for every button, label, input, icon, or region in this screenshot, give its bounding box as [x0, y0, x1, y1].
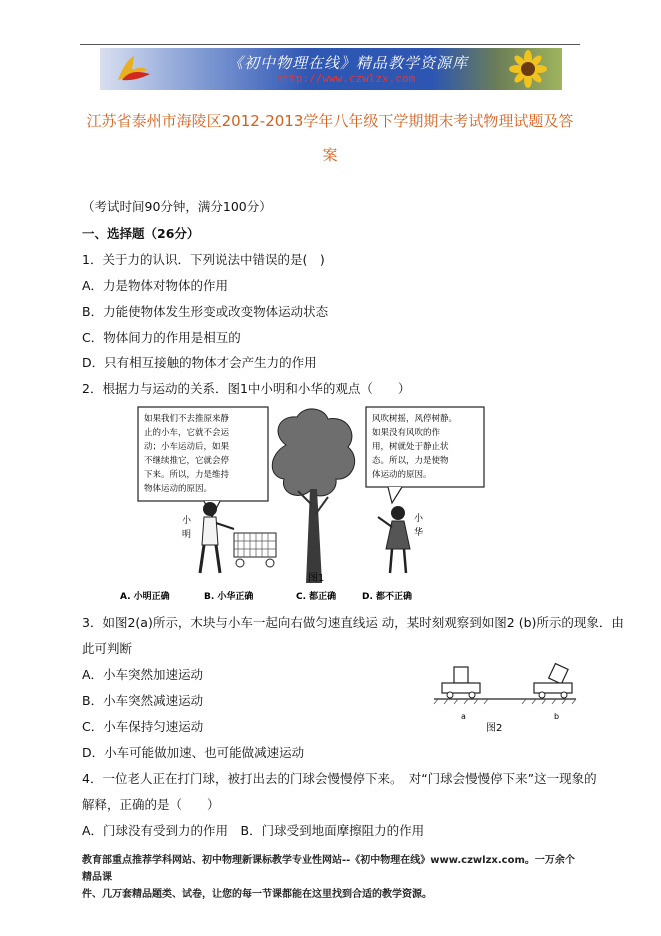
name-label-left: 小 [182, 516, 192, 526]
cart-a-illustration [442, 667, 480, 698]
q1-option-c: C．物体间力的作用是相互的 [82, 330, 241, 345]
q1-option-d: D．只有相互接触的物体才会产生力的作用 [82, 355, 317, 370]
q3-option-d: D．小车可能做加速、也可能做减速运动 [82, 745, 305, 760]
header-rule [80, 44, 580, 45]
title-line-2: 案 [322, 146, 338, 164]
bubble-right-line: 态。所以，力是使物 [372, 456, 449, 466]
bubble-left-line: 不继续推它，它就会停 [144, 456, 230, 466]
speech-bubble-right [366, 407, 484, 503]
q3-option-a: A．小车突然加速运动 [82, 667, 204, 682]
footer-line-2: 件、几万套精品题类、试卷，让您的每一节课都能在这里找到合适的教学资源。 [82, 889, 432, 900]
site-banner[interactable] [100, 48, 562, 90]
sunflower-icon [500, 50, 556, 88]
q3-option-b: B．小车突然减速运动 [82, 693, 204, 708]
footer-line-1: 教育部重点推荐学科网站、初中物理新课标教学专业性网站--《初中物理在线》www.czwlzx.com。一万余个精品课 [82, 855, 575, 883]
figure-1 [112, 405, 458, 603]
banner-title: 《初中物理在线》精品教学资源库 [228, 54, 469, 72]
girl-illustration [378, 506, 424, 573]
boy-with-cart-illustration [182, 502, 276, 573]
q3-stem-line-2: 此可判断 [82, 641, 133, 656]
name-label-left: 明 [182, 530, 192, 540]
bubble-left-line: 止的小车，它就不会运 [144, 428, 230, 438]
choice-a: A. 小明正确 [120, 592, 170, 602]
page-footer [82, 852, 582, 903]
q1-option-b: B．力能使物体发生形变或改变物体运动状态 [82, 304, 329, 319]
figure-2-label-a: a [461, 712, 466, 721]
q4-stem-line-1: 4．一位老人正在打门球，被打出去的门球会慢慢停下来。 对“门球会慢慢停下来”这一现象的 [82, 771, 597, 786]
figure-1-caption: 图1 [308, 573, 325, 584]
tree-illustration [272, 409, 354, 583]
figure-2 [430, 655, 580, 735]
choice-d: D. 都不正确 [362, 592, 413, 602]
cart-b-illustration [534, 664, 572, 698]
q3-stem-line-1: 3．如图2(a)所示，木块与小车一起向右做匀速直线运 动，某时刻观察到如图2 (b)所示的现象．由 [82, 615, 624, 630]
site-logo-icon [114, 54, 154, 84]
exam-info: （考试时间90分钟，满分100分） [82, 199, 272, 214]
section-heading: 一、选择题（26分） [82, 226, 200, 241]
bubble-right-line: 用，树就处于静止状 [372, 442, 449, 452]
bubble-right-line: 风吹树摇，风停树静。 [372, 414, 458, 424]
q3-option-c: C．小车保持匀速运动 [82, 719, 204, 734]
document-title [80, 104, 580, 172]
bubble-left-line: 动；小车运动后，如果 [144, 442, 230, 452]
bubble-left-line: 物体运动的原因。 [144, 484, 213, 494]
q1-option-a: A．力是物体对物体的作用 [82, 278, 229, 293]
choice-c: C. 都正确 [296, 592, 337, 602]
banner-url-link[interactable]: http://www.czwlzx.com [276, 72, 416, 85]
figure-2-caption: 图2 [486, 723, 503, 734]
bubble-left-line: 如果我们不去推原来静 [144, 414, 230, 424]
speech-bubble-left [138, 407, 268, 517]
choice-b: B. 小华正确 [204, 592, 254, 602]
bubble-left-line: 下来。所以，力是维持 [144, 470, 230, 480]
name-label-right: 小 [414, 514, 424, 524]
q2-stem: 2．根据力与运动的关系．图1中小明和小华的观点（ ） [82, 381, 411, 396]
q4-stem-line-2: 解释，正确的是（ ） [82, 797, 220, 812]
q1-stem: 1．关于力的认识．下列说法中错误的是( ) [82, 252, 325, 267]
name-label-right: 华 [414, 528, 424, 538]
q4-options: A．门球没有受到力的作用 B．门球受到地面摩擦阻力的作用 [82, 823, 425, 838]
bubble-right-line: 如果没有风吹的作 [372, 428, 441, 438]
title-line-1: 江苏省泰州市海陵区2012-2013学年八年级下学期期末考试物理试题及答 [86, 112, 574, 130]
bubble-right-line: 体运动的原因。 [372, 470, 432, 480]
figure-2-label-b: b [554, 712, 560, 721]
